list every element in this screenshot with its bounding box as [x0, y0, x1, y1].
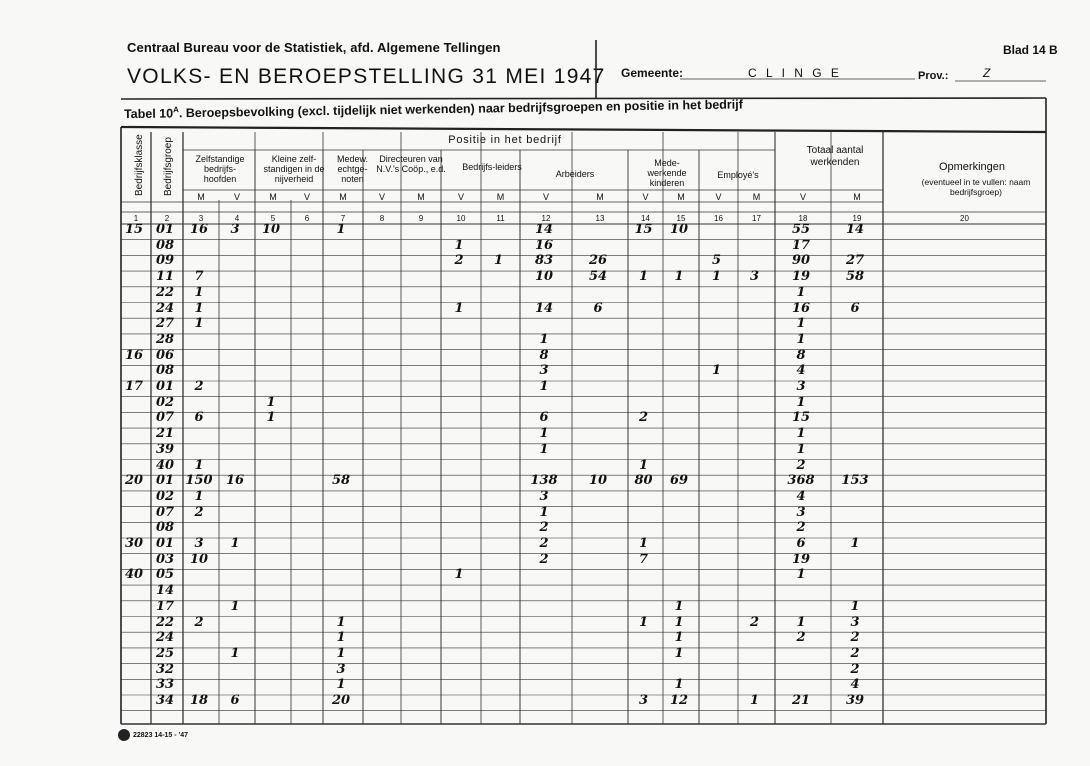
positie-header: Positie in het bedrijf: [448, 134, 562, 146]
gemeente-value: C L I N G E: [748, 66, 842, 80]
table-cell: 1: [674, 614, 684, 630]
bedrijfsgroep-cell: 14: [155, 583, 175, 599]
table-cell: 10: [534, 269, 554, 285]
zelfstandige-header: Zelfstandige bedrijfs-hoofden: [195, 154, 245, 184]
table-cell: 14: [534, 222, 554, 237]
table-cell: 6: [194, 410, 204, 426]
form-code: 22823 14-15 - '47: [133, 732, 188, 739]
table-cell: 14: [845, 222, 865, 237]
table-cell: 90: [791, 253, 811, 269]
table-cell: 21: [791, 693, 811, 708]
mv-label: V: [303, 192, 310, 202]
bureau-heading: Centraal Bureau voor de Statistiek, afd. Algemene Tellingen: [127, 40, 501, 55]
table-cell: 1: [194, 284, 204, 300]
table-cell: 2: [539, 536, 549, 551]
table-cell: 3: [230, 222, 240, 237]
employes-header: Employé's: [717, 170, 759, 180]
table-cell: 6: [539, 410, 549, 426]
table-cell: 1: [638, 536, 649, 551]
bedrijfsklasse-cell: 20: [124, 473, 144, 489]
table-cell: 58: [331, 473, 351, 489]
gemeente-label: Gemeente:: [621, 66, 684, 80]
table-cell: 1: [850, 598, 860, 614]
bedrijfsgroep-cell: 02: [155, 488, 175, 504]
table-cell: 1: [674, 269, 684, 285]
table-cell: 1: [539, 331, 549, 347]
mv-label: M: [197, 192, 205, 202]
column-number: 4: [234, 214, 240, 223]
table-cell: 10: [588, 473, 608, 489]
bedrijfsgroep-cell: 17: [155, 598, 175, 614]
table-cell: 3: [194, 536, 204, 551]
column-number: 15: [676, 214, 686, 223]
table-cell: 1: [336, 645, 346, 661]
mv-label: V: [799, 192, 806, 202]
table-cell: 3: [539, 488, 549, 504]
table-cell: 1: [796, 394, 806, 410]
table-cell: 10: [189, 551, 209, 567]
arbeiders-header: Arbeiders: [555, 169, 595, 179]
table-cell: 16: [189, 222, 209, 237]
table-cell: 8: [539, 347, 549, 363]
table-cell: 1: [336, 630, 346, 646]
table-cell: 4: [796, 488, 806, 504]
table-cell: 6: [593, 300, 603, 316]
table-cell: 2: [749, 614, 760, 630]
bedrijfsgroep-cell: 01: [155, 536, 175, 551]
mv-label: M: [677, 192, 685, 202]
bedrijfsgroep-cell: 22: [155, 284, 175, 300]
bedrijfsgroep-cell: 40: [155, 457, 175, 473]
table-cell: 83: [534, 253, 554, 269]
bedrijfsgroep-cell: 32: [155, 661, 175, 677]
table-cell: 16: [225, 473, 245, 489]
table-cell: 368: [787, 473, 815, 489]
bedrijfsgroep-cell: 03: [155, 551, 175, 567]
bedrijfsklasse-cell: 17: [124, 379, 144, 394]
bedrijfsgroep-header: Bedrijfsgroep: [163, 137, 174, 196]
mv-label: V: [457, 192, 464, 202]
table-cell: 1: [674, 630, 684, 646]
mv-label: M: [417, 192, 425, 202]
table-cell: 1: [194, 316, 204, 332]
table-cell: 3: [539, 363, 549, 379]
table-cell: 1: [539, 441, 549, 457]
table-cell: 1: [539, 426, 549, 442]
medew-header: Medew. echtge-noten: [336, 154, 369, 184]
table-cell: 10: [669, 222, 689, 237]
table-cell: 138: [530, 473, 558, 489]
table-cell: 1: [336, 222, 346, 237]
table-cell: 1: [194, 488, 204, 504]
table-cell: 1: [266, 394, 276, 410]
table-cell: 54: [588, 269, 608, 285]
bedrijfsgroep-cell: 07: [155, 504, 175, 520]
table-cell: 19: [791, 269, 811, 285]
column-number: 11: [496, 214, 505, 223]
table-cell: 2: [850, 661, 860, 677]
blad-number: Blad 14 B: [1003, 43, 1058, 57]
kleine-header: Kleine zelf-standigen in de nijverheid: [263, 154, 325, 184]
mv-label: M: [752, 192, 761, 202]
bedrijfsgroep-cell: 08: [155, 363, 175, 379]
mv-label: V: [233, 192, 240, 202]
table-cell: 16: [791, 300, 811, 316]
table-cell: 1: [336, 677, 346, 693]
totaal-header: Totaal aantal werkenden: [806, 145, 864, 168]
table-cell: 1: [674, 677, 684, 693]
bedrijfsgroep-cell: 05: [155, 567, 175, 583]
table-cell: 6: [850, 300, 860, 316]
bedrijfsgroep-cell: 01: [155, 222, 175, 237]
mv-label: V: [378, 192, 385, 202]
bedrijfsgroep-cell: 11: [155, 269, 175, 285]
table-cell: 10: [261, 222, 281, 237]
table-cell: 6: [796, 536, 806, 551]
table-cell: 1: [454, 300, 464, 316]
bedrijfsgroep-cell: 06: [155, 347, 175, 363]
column-number: 3: [198, 214, 204, 223]
bedrijfsgroep-cell: 01: [155, 379, 175, 394]
bedrijfsgroep-cell: 33: [155, 677, 175, 693]
table-cell: 5: [711, 253, 722, 269]
table-cell: 15: [634, 222, 653, 237]
bedrijfsgroep-cell: 08: [155, 520, 175, 536]
table-cell: 1: [711, 269, 722, 285]
bedrijfsklasse-cell: 30: [124, 536, 144, 551]
bedrijfsklasse-cell: 15: [124, 222, 144, 237]
table-cell: 2: [796, 630, 806, 646]
bedrijfsgroep-cell: 27: [155, 316, 175, 332]
mv-label: V: [542, 192, 549, 202]
column-number: 7: [340, 214, 346, 223]
table-label: Tabel 10: [123, 106, 174, 122]
bedrijfsgroep-cell: 09: [155, 253, 175, 269]
table-cell: 4: [850, 677, 860, 693]
table-cell: 3: [336, 661, 346, 677]
mv-label: M: [269, 192, 277, 202]
table-cell: 1: [638, 457, 649, 473]
bedrijfsgroep-cell: 24: [155, 300, 175, 316]
bedrijfsgroep-cell: 08: [155, 237, 175, 253]
table-cell: 58: [845, 269, 865, 285]
bedrijfsgroep-cell: 28: [155, 331, 175, 347]
table-cell: 7: [638, 551, 649, 567]
column-number: 17: [752, 214, 761, 223]
mv-label: M: [496, 192, 505, 202]
table-cell: 39: [845, 693, 865, 708]
table-cell: 7: [194, 269, 204, 285]
opmerkingen-note: (eventueel in te vullen: naam bedrijfsgroep): [921, 177, 1031, 197]
cbs-logo-icon: [118, 729, 130, 741]
column-number: 19: [852, 214, 862, 223]
bedrijfsklasse-header: Bedrijfsklasse: [134, 134, 145, 196]
table-cell: 2: [638, 410, 649, 426]
table-cell: 1: [230, 598, 240, 614]
column-number: 14: [641, 214, 650, 223]
table-cell: 12: [669, 693, 689, 708]
table-cell: 2: [194, 614, 204, 630]
column-number: 8: [379, 214, 385, 223]
column-number: 12: [541, 214, 551, 223]
table-cell: 14: [534, 300, 554, 316]
table-cell: 1: [266, 410, 276, 426]
bedrijfsgroep-cell: 34: [155, 693, 175, 708]
table-cell: 153: [841, 473, 869, 489]
table-cell: 55: [791, 222, 811, 237]
table-cell: 3: [638, 693, 649, 708]
table-cell: 1: [638, 614, 649, 630]
table-cell: 3: [749, 269, 760, 285]
table-cell: 1: [539, 504, 549, 520]
table-cell: 1: [194, 457, 204, 473]
table-cell: 2: [850, 645, 860, 661]
table-cell: 1: [796, 614, 806, 630]
table-cell: 69: [669, 473, 689, 489]
table-cell: 8: [796, 347, 806, 363]
bedrijfsgroep-cell: 02: [155, 394, 175, 410]
table-cell: 1: [638, 269, 649, 285]
table-cell: 20: [331, 693, 351, 708]
table-cell: 150: [185, 473, 213, 489]
table-cell: 6: [230, 693, 240, 708]
table-cell: 2: [796, 457, 806, 473]
bedrijfsgroep-cell: 39: [155, 441, 175, 457]
table-cell: 15: [791, 410, 811, 426]
table-subtitle-text: . Beroepsbevolking (excl. tijdelijk niet werkenden) naar bedrijfsgroepen en positie in het bedrijf: [178, 97, 743, 121]
table-cell: 1: [674, 645, 684, 661]
table-cell: 1: [796, 426, 806, 442]
bedrijfsklasse-cell: 16: [124, 347, 144, 363]
table-cell: 26: [588, 253, 608, 269]
column-number: 18: [798, 214, 808, 223]
table-cell: 3: [796, 504, 806, 520]
bedrijfsgroep-cell: 21: [155, 426, 175, 442]
table-cell: 1: [749, 693, 760, 708]
table-cell: 1: [336, 614, 346, 630]
table-cell: 1: [796, 441, 806, 457]
column-number: 5: [270, 214, 276, 223]
table-cell: 19: [791, 551, 811, 567]
table-cell: 2: [850, 630, 860, 646]
table-cell: 3: [850, 614, 860, 630]
directeuren-header: Directeuren van N.V.'s Coöp., e.d.: [376, 154, 446, 174]
bedrijfsgroep-cell: 07: [155, 410, 175, 426]
bedrijfsgroep-cell: 01: [155, 473, 175, 489]
mv-label: M: [853, 192, 861, 202]
bedrijfsgroep-cell: 22: [155, 614, 175, 630]
column-number: 13: [595, 214, 605, 223]
column-number: 20: [960, 214, 969, 223]
bedrijfsklasse-cell: 40: [124, 567, 144, 583]
prov-value: Z: [983, 66, 991, 80]
table-cell: 80: [634, 473, 653, 489]
table-cell: 1: [674, 598, 684, 614]
mv-label: V: [715, 192, 722, 202]
leiders-header: Bedrijfs-leiders: [462, 162, 522, 172]
table-cell: 1: [454, 237, 464, 253]
table-cell: 2: [796, 520, 806, 536]
column-number: 1: [133, 214, 139, 223]
table-cell: 17: [791, 237, 811, 253]
mv-label: M: [596, 192, 604, 202]
table-cell: 4: [796, 363, 806, 379]
table-cell: 27: [845, 253, 865, 269]
table-cell: 1: [796, 331, 806, 347]
table-cell: 1: [194, 300, 204, 316]
table-cell: 2: [194, 379, 204, 394]
table-cell: 1: [711, 363, 722, 379]
table-cell: 1: [230, 536, 240, 551]
table-cell: 1: [796, 567, 806, 583]
table-cell: 1: [796, 316, 806, 332]
table-cell: 18: [189, 693, 209, 708]
table-cell: 16: [534, 237, 554, 253]
column-number: 9: [418, 214, 424, 223]
column-number: 6: [304, 214, 310, 223]
column-number: 16: [714, 214, 723, 223]
prov-label: Prov.:: [918, 70, 949, 82]
table-cell: 1: [796, 284, 806, 300]
table-cell: 2: [539, 551, 549, 567]
kinderen-header: Mede-werkende kinderen: [647, 158, 687, 188]
column-number: 10: [456, 214, 466, 223]
table-cell: 2: [194, 504, 204, 520]
mv-label: V: [642, 192, 649, 202]
table-cell: 1: [493, 253, 504, 269]
table-cell: 1: [539, 379, 549, 394]
table-cell: 1: [230, 645, 240, 661]
table-cell: 3: [796, 379, 806, 394]
opmerkingen-header: Opmerkingen: [938, 161, 1006, 173]
mv-label: M: [339, 192, 347, 202]
bedrijfsgroep-cell: 24: [155, 630, 175, 646]
column-number: 2: [164, 214, 170, 223]
page-title: VOLKS- EN BEROEPSTELLING 31 MEI 1947: [127, 65, 606, 88]
table-cell: 1: [850, 536, 860, 551]
bedrijfsgroep-cell: 25: [155, 645, 175, 661]
table-label-sup: A: [172, 105, 179, 115]
table-cell: 2: [454, 253, 464, 269]
table-cell: 2: [539, 520, 549, 536]
table-cell: 1: [454, 567, 464, 583]
